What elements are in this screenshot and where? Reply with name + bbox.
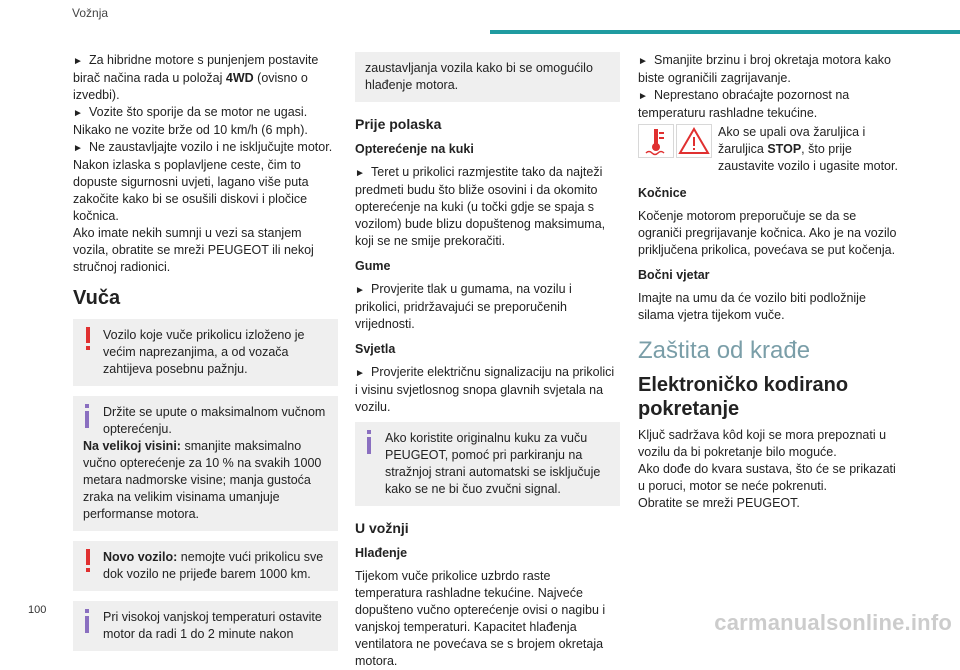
section-heading-vuca: Vuča — [73, 287, 121, 309]
running-header: Vožnja — [72, 6, 109, 20]
info-note — [355, 422, 620, 506]
exclamation-warning-icon — [83, 549, 93, 573]
column-2 — [355, 52, 620, 670]
paragraph: Kočenje motorom preporučuje se da se ograniči pregrijavanje kočnica. Ako je na vozilo priključena prikolica, povećava se put kočenja. — [638, 209, 897, 257]
paragraph: Tijekom vuče prikolice uzbrdo raste temperatura rashladne tekućine. Najveće dopušteno vučno opterećenje ovisi o nagibu i vanjskoj temperaturi. Kapacitet hlađenja ventilatora ne povećava se s brojem okretaja motora. — [355, 569, 606, 668]
paragraph: Obratite se mreži PEUGEOT. — [638, 496, 800, 510]
info-icon — [83, 404, 91, 428]
warning-note — [73, 541, 338, 591]
warning-lamp-paragraph — [638, 124, 903, 175]
paragraph: ► Provjerite tlak u gumama, na vozilu i prikolici, pridržavajući se preporučenih vrijednosti. — [355, 281, 620, 333]
header-accent-bar — [490, 30, 960, 34]
stop-warning-triangle-icon — [676, 124, 712, 158]
note-text: Novo vozilo: nemojte vući prikolicu sve dok vozilo ne prijeđe barem 1000 km. — [103, 550, 324, 581]
watermark-logo: carmanualsonline.info — [714, 610, 952, 635]
paragraph: ► Neprestano obraćajte pozornost na temperaturu rashladne tekućine. — [638, 87, 903, 122]
paragraph: ► Smanjite brzinu i broj okretaja motora kako biste ograničili zagrijavanje. — [638, 52, 903, 87]
subheading: Opterećenje na kuki — [355, 142, 474, 156]
subheading: Svjetla — [355, 342, 396, 356]
coolant-temperature-icon — [638, 124, 674, 158]
paragraph: Ključ sadržava kôd koji se mora prepoznati u vozilu da bi pokretanje bilo moguće. — [638, 428, 887, 459]
paragraph: ► Vozite što sporije da se motor ne ugasi. Nikako ne vozite brže od 10 km/h (6 mph). — [73, 104, 338, 139]
paragraph: ► Ne zaustavljajte vozilo i ne isključujte motor. — [73, 139, 338, 157]
info-icon — [365, 430, 373, 454]
paragraph: Ako imate nekih sumnji u vezi sa stanjem vozila, obratite se mreži PEUGEOT ili nekoj stručnoj radionici. — [73, 226, 314, 274]
note-text: Pri visokoj vanjskoj temperaturi ostavite motor da radi 1 do 2 minute nakon — [103, 610, 322, 641]
paragraph: Ako se upali ova žaruljica i žaruljica STOP, što prije zaustavite vozilo i ugasite motor. — [718, 125, 898, 173]
paragraph: ► Za hibridne motore s punjenjem postavite birač načina rada u položaj 4WD (ovisno o izvedbi). — [73, 52, 338, 104]
note-text: Ako koristite originalnu kuku za vuču PEUGEOT, pomoć pri parkiranju na stražnjoj strani automatski se isključuje kako se ne bi čuo zvučni signal. — [385, 431, 601, 496]
note-text: zaustavljanja vozila kako bi se omogućilo hlađenje motora. — [365, 61, 593, 92]
page-number: 100 — [28, 604, 47, 616]
paragraph: ► Teret u prikolici razmjestite tako da najteži predmeti budu što bliže osovini i da okomito opterećenje na kuki (u točki gdje se spaja s vozilom) bude blizu dopuštenog maksimuma, koji se ne smije prekoračiti. — [355, 164, 620, 250]
column-3 — [638, 52, 903, 512]
subheading: Hlađenje — [355, 546, 408, 560]
paragraph: ► Provjerite električnu signalizaciju na prikolici i visinu svjetlosnog snopa glavnih svjetala na vozilu. — [355, 364, 620, 416]
exclamation-warning-icon — [83, 327, 93, 351]
section-heading-elektronicko: Elektroničko kodirano pokretanje — [638, 374, 849, 420]
info-note — [73, 396, 338, 531]
warning-note — [73, 319, 338, 386]
subheading: Kočnice — [638, 186, 687, 200]
subheading: Gume — [355, 259, 391, 273]
note-text: Držite se upute o maksimalnom vučnom opterećenju. — [103, 405, 326, 436]
column-1 — [73, 52, 338, 661]
paragraph: Ako dođe do kvara sustava, što će se prikazati u poruci, motor se neće pokrenuti. — [638, 462, 896, 493]
paragraph: Nakon izlaska s poplavljene ceste, čim to dopuste sigurnosni uvjeti, lagano više puta zakočite kako bi se osušili diskovi i pločice kočnica. — [73, 158, 309, 223]
info-note — [73, 601, 338, 651]
note-text: Vozilo koje vuče prikolicu izloženo je većim naprezanjima, a od vozača zahtijeva posebnu pažnju. — [103, 328, 305, 376]
section-heading-zastita: Zaštita od krađe — [638, 337, 811, 364]
section-heading: U vožnji — [355, 520, 409, 536]
info-note-continued — [355, 52, 620, 102]
warning-lamps — [638, 124, 712, 158]
note-text-bold-lead: Na velikoj visini: smanjite maksimalno vučno opterećenje za 10 % na svakih 1000 metara nadmorske visine; manja gustoća zraka na velikim visinama umanjuje performanse motora. — [83, 439, 322, 521]
section-heading: Prije polaska — [355, 116, 442, 132]
subheading: Bočni vjetar — [638, 268, 710, 282]
paragraph: Imajte na umu da će vozilo biti podložnije silama vjetra tijekom vuče. — [638, 291, 866, 322]
info-icon — [83, 609, 91, 633]
